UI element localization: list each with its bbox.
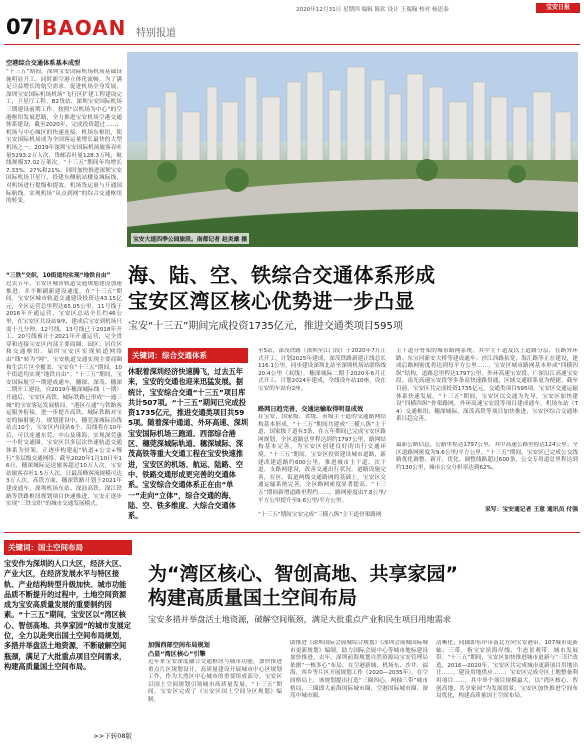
article-body: 近年来宝安深度融合交通枢纽与城市功能，加快推进重点片区规划设计，高质量建设开展城市中心区规划工作，作为大湾区中心城市的重要组成部分，宝安区以国土空间规划引领城市高质量发展，“十三五”期间，宝安区完成了《宝安区国土空间分区规划》编制。 — [148, 659, 282, 703]
city-photo — [127, 52, 578, 247]
section-title: BAOAN — [42, 16, 127, 40]
article-body: 助推进《深圳国际会展城综合规划》《深圳会展城国际城市更新规划》编制，助力国际会展中心等城市地标建设加快推进。去年，深圳前海规划自然资源局宝安管理局依据“一核多心”布局，在空港新城、机场东、沙井、福海、西乡等片区开展规划工作（2020—2035年），在空间格局上，该规划提出打造“三圈四心、两轴三带”城市格局，三圈即大前海国际城市圈、空港国际城市圈、深茂中城市圈。 — [290, 640, 428, 700]
section-subhead: 路网日趋完善，交通运输取得明显成效 — [258, 406, 364, 413]
brand-badge-text: 宝安日报 — [545, 4, 570, 11]
left-column-mid — [6, 270, 122, 539]
keyword-label: 关键词：综合交通体系 — [128, 348, 248, 363]
section-subhead-2: 凸显“湾区核心”引擎 — [148, 651, 206, 658]
bottom-column-3 — [436, 640, 578, 744]
city-skyline-illustration — [127, 52, 578, 247]
middle-column — [258, 348, 386, 520]
section-divider — [4, 532, 580, 533]
keyword-body: 宝安作为深圳的人口大区，经济大区、产业大区，在经济发展水平与特区接轨、产业结构转型升级加快、城市功能品质不断提升的过程中，土地空间资源成为宝安高质量发展的重要制约因素。“十三五”期间，宝安区以“湾区核心、智创高地、共享家园”的城市发展定位，全力以赴突出国土空间布局规划，多措并举盘活土地资源，不断破解空间瓶颈，满足了大批重点项目空间需求，构建高质量国土空间布局。 — [4, 559, 131, 671]
article-body-2: 在宝安，国家级、省级、市级主干道的交通路网结构基本形成，“十三五”期间共建成“三横八纵”主干道，国家级干道有3条，在五年期间已完成宝安区路网规划，全区道路总里程达到约1797公里，路网结构基本完善，为宝安区创建良好的出行交通环境。“十三五”期间，宝安区投资建设城市道路，新建改建道路约600公里，推进城市主干道、次干道、支路网建设，改善交通出行状况。道路设施完善，在区、街道两级交通路网的基础上，宝安区交通运输系统完善，全区路网密度显著提高，“十三五”期间新增道路里程约……，路网密度由7.8公里/平方公里提升至9.6公里/平方公里。 — [258, 414, 386, 504]
headline-subline: 宝安多措并举盘活土地资源，破解空间瓶颈，满足大批重点产业和民生项目用地需求 — [148, 614, 451, 624]
header-rule — [4, 44, 580, 45]
article-body: 清晰化；同轴即东岸带南北方向宝安港带、107城市更新轴；三带，指宝安滨海岸线、生态景观带、城市发展带。“十三五”期间，宝安区加快推进城市更新与“三旧”改造，2016—2020年，宝安区共完成城市更新项目用地出让……，建设用地供应……；宝安区完成全区土地整备利用项目……，其中单个项目规模最大，以“湾区核心、智创高地、共享家园”为发展愿景，宝安区加快推进空间布局优化，构建高质量国土空间布局。 — [436, 640, 578, 700]
article-body: 主干道分骨架的城市路网系统，其中主干道及以上道路分层，在路外环路、东宝河新安大桥等建成通车；沙江西路拓宽，海汇路等正在建设，建成后路网密度将达到每平方公里……，宝安区城市路网基本形成“四横四纵”结构，道路总里程达1797公里。外环高速宝安段、广深沿江高速宝安段、南光高速宝安段等多条高快速路贯通，区域交通联系更为便捷。截至目前，宝安区共完成投资1735亿元，交通类项目595项，宝安区交通运输体系快速发展。“十三五”期间，宝安区以交通为先导，宝安区加快建设“四横四纵”骨架路网，外环高速宝安段等项目建成通车，机场东站（T4）交通枢纽、穗深城际、深茂高铁等项目加快推进，宝安区综合交通体系日趋完善。 — [396, 348, 578, 423]
section-subhead: 空港综合交通体系基本成型 — [6, 60, 81, 67]
section-subhead: “三铁”交织，10街道均实现“地铁自由” — [6, 273, 111, 279]
headline-subline: 宝安“十三五”期间完成投资1735亿元，推进交通类项目595项 — [128, 321, 403, 332]
continued-link[interactable]: >>下转08版 — [93, 732, 132, 740]
keyword-box — [128, 348, 248, 527]
headline-line-1: 为“湾区核心、智创高地、共享家园” — [148, 563, 458, 585]
photo-caption: 宝安大道四季公园旅段。南都记者 赵炎雄 摄 — [131, 233, 249, 244]
byline: 采写：宝安通记者 王意 通讯员 付强 — [484, 507, 578, 513]
headline-line-2: 构建高质量国土空间布局 — [148, 587, 358, 609]
article-body: “十三五”期间，深圳宝安国际机场机场基础设施明显升工，同时新空港立体化流畅。为了满足日益增长的航空需求，促进机场全身发展，深圳宝安国际机场机场“飞行区扩建工程建设完工，卫星厅工程、B2货站、深圳宝安国际机场三期建设前期工作。按照“以机场为中心”的空港枢纽发展思路，全力推进宝安机场空港交通体系建设，截至2020年，完成投资超过……；机场与中心城区的快速连接，机场东枢纽，使宝安国际机场成为全国客运量增长最快的大型机场之一。2019年深圳宝安国际机场旅客吞吐量5293.2万人次，货邮吞吐量128.3万吨，航线规模37.02万架次。“十三五”期间年均增长7.33%、27%和21%。同时加快推进深圳宝安国际机场卫星厅，投建东侧航站楼及城际线，对机场进行提级和提效，机场货运量与开通国际航线。实现机场“从点到网”的综合交通枢纽的转变。 — [6, 69, 122, 205]
keyword-body: 休眠着深圳经济快速腾飞，过去五年来，宝安的交通也迎来迅猛发展。据统计，宝安综合交通“十三五”项目库共计507项。“十三五”期间已完成投资1735亿元，推进交通类项目共595项。随着深中通道、外环高速、深圳宝安国际机场三跑道、西部综合港区、穗莞深城际轨道、穗深城际、深茂高铁等重大交通工程在宝安快速推进，宝安区的机场、航运、陆路、空中、铁路交通形成更完善的交通体系。宝安综合交通体系正在由“单一”走向“立体”，综合交通的海、陆、空、铁多维度、大综合交通体系。 — [128, 367, 248, 521]
headline-line-1: 海、陆、空、铁综合交通体系形成 — [128, 263, 436, 287]
left-column-top — [6, 58, 122, 279]
date-line: 2020年12月31日 星期四 编辑 陈钦 设计 王瑞翰 校对 杨思泰 — [296, 7, 449, 13]
section-subhead: 加强西部空间布局规划 — [148, 642, 210, 649]
brand-badge — [536, 3, 580, 13]
sub-section: 特别报道 — [136, 28, 176, 39]
article-body: 过去五年，宝安区城市轨道交通规划建设加速推进，并不断刷新建设速度。在“十三五”期间，宝安区城市轨道交通建设投资达43.15亿元，全区运营总里程达65.05公里。11号线于2016年开通运营，宝安区总站全长约46公里，在宝安区共设站9座，建成后宝安到机场只需十几分钟。12号线、13号线已于2018年开工，20号线预计于2021年开通运营，完全贯穿和连接宝安区内部主要商圈、园区、居住区和交通枢纽。届时宝安区实现轨道网络由“线”转为“网”，宝安轨道交通实现主要商圈和生活片区全覆盖，宝安在“十三五”期间，10个街道均实现“地铁自由”。“十三五”期间，宝安国际航空一期建成通车，穗深、深茂、穗深二期开工建设，自2019年穗深城际线（一期）开通后，宝安区高铁、城际铁路已形成“一通三城”的宝安客运发展格局。“港区互通”与铁路客运服务衔接，进一步提升高铁、城际铁路对宝安的辐射能力。规划建设中，穗莞深城际沿线站点10个，宝安区内设站6个，沿线将在10年后，可以连通东莞、中山及珠海，实现深莞惠一小时交通圈。宝安区以多层次快速轨道交通体系为骨架，正逐步构建起“轨道+公交+慢行”多层级交通网络。截至2020年1月10日至16日，穗深城际运送旅客超过10万人次，宝安站旅客吞吐1.5万人次，日最高峰客流规模可达3万人次。高铁方面，穗深铁路计划于2021年建成通车，深圳机场东站、深汕高铁、深江铁路等铁路枢纽规划项目快速推进，宝安正逐步实现“三铁交织”的城市交通发展模式。 — [6, 281, 122, 508]
headline-line-2: 宝安区湾区核心优势进一步凸显 — [128, 289, 415, 313]
bottom-keyword-box — [4, 540, 132, 740]
header-divider — [36, 19, 39, 39]
keyword-label: 关键词：国土空间布局 — [4, 540, 132, 555]
page-number: 07 — [6, 15, 34, 39]
bottom-headline — [148, 562, 578, 625]
article-body-2: 最新公路信息，公路里程达1797公里，其中高速公路里程达124公里；全区道路网密度为9.6公里/平方公里。“十三五”期间，宝安区已完成公交线路优化调整，新开、优化、调整线路超过600条，公交专用道总里程达到约130公里，城市公交分担率达到62%。 — [396, 442, 578, 471]
bottom-column-1 — [148, 640, 282, 743]
page-header — [0, 0, 584, 50]
bottom-column-2 — [290, 640, 428, 744]
main-headline — [128, 262, 578, 332]
article-body: 至5站，深茂铁路（深圳至江门段）于2020年7月正式开工，计划2025年建成，深茂铁路新建正线总长116.1公里，同步建设深圳北站至深圳机场站联络线20.4公里（双线）。穗深城际二期于2020年6月正式开工，计划2024年建成，全线设车站10座，设在宝安的车站有2座。 — [258, 348, 386, 392]
article-body-3: “十三五”期间宝安完成“三横八纵”主干道骨架路网 — [258, 512, 382, 518]
right-column — [396, 348, 578, 513]
